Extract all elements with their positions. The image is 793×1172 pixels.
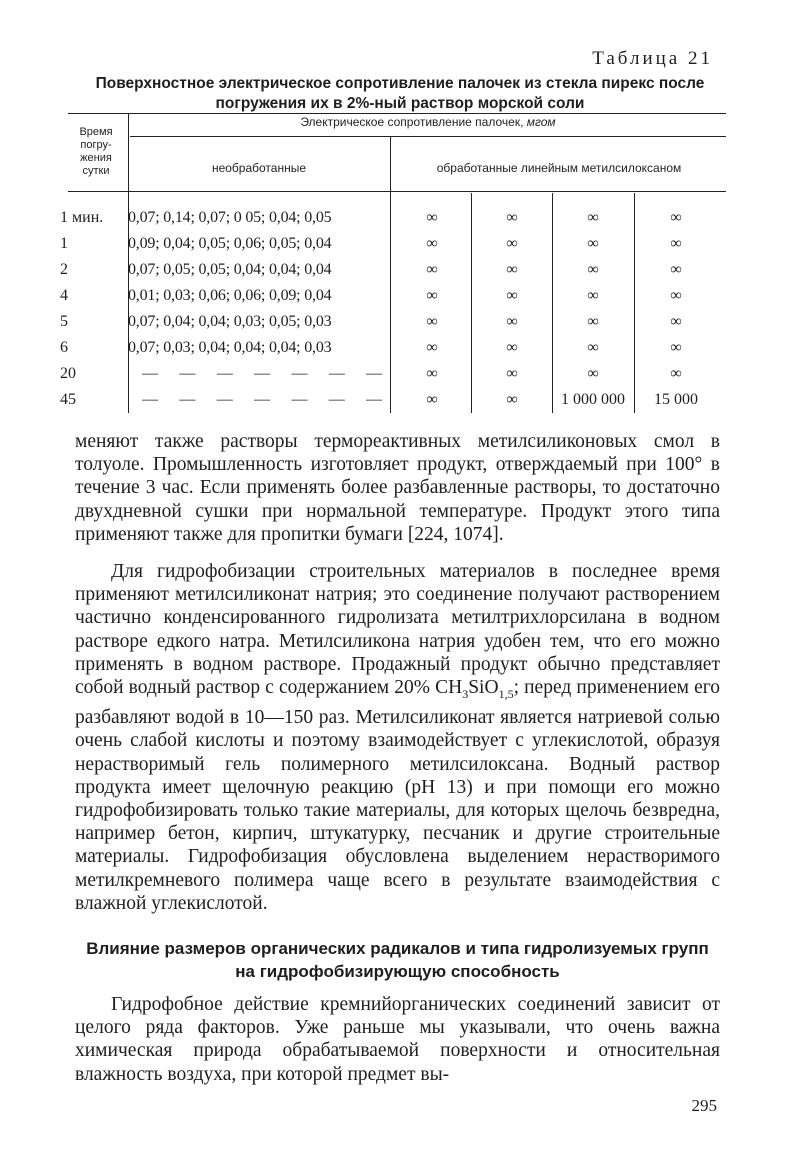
row-treated-4: ∞	[670, 261, 682, 278]
row-treated-3: ∞	[587, 235, 599, 252]
row-treated-1: ∞	[426, 391, 438, 408]
dash-mark: —	[216, 391, 233, 408]
formula-subscript: 3	[462, 686, 469, 701]
row-untreated-values: 0,09; 0,04; 0,05; 0,06; 0,05; 0,04	[128, 235, 332, 252]
row-treated-4: ∞	[670, 209, 682, 226]
paragraph-text: Для гидрофобизации строительных материалов в последнее время применяют метилсиликонат натрия; это соединение получают растворением частично конденсированного гидролизата метилтрихлорсилана в водном растворе едкого натра. Метилсиликона натрия удобен тем, что его можно применять в водном растворе. Продажный продукт обычно представляет собой водный раствор с содержанием 20% CH	[75, 561, 720, 699]
row-time: 2	[60, 261, 68, 278]
row-time: 20	[60, 365, 76, 382]
row-treated-3: ∞	[587, 339, 599, 356]
row-treated-1: ∞	[426, 287, 438, 304]
header-treated: обработанные линейным метилсилоксаном	[436, 161, 682, 175]
row-time: 5	[60, 313, 68, 330]
dash-mark: —	[291, 391, 308, 408]
row-treated-2: ∞	[506, 235, 518, 252]
dash-mark: —	[142, 365, 158, 382]
paragraph-hydrophobic: Гидрофобное действие кремнийорганических соединений зависит от целого ряда факторов. Уже раньше мы указывали, что очень важна химическая природа обрабатываемой поверхности и относительная влажность воздуха, при которой предмет вы-	[75, 994, 720, 1085]
row-treated-3: ∞	[587, 209, 599, 226]
row-time: 4	[60, 287, 68, 304]
dash-mark: —	[366, 391, 382, 408]
row-treated-1: ∞	[426, 209, 438, 226]
row-treated-2: ∞	[506, 365, 518, 382]
table-col-divider-4	[634, 193, 635, 413]
row-treated-1: ∞	[426, 313, 438, 330]
dash-placeholders	[128, 389, 382, 411]
dash-mark: —	[366, 365, 382, 382]
row-untreated-values: 0,01; 0,03; 0,06; 0,06; 0,09; 0,04	[128, 287, 332, 304]
paragraph-continuation: меняют также растворы термореактивных метилсиликоновых смол в толуоле. Промышленность изготовляет продукт, отверждаемый при 100° в течение 3 час. Если применять более разбавленные растворы, то достаточно двухдневной сушки при нормальной температуре. Продукт этого типа применяют также для пропитки бумаги [224, 1074].	[75, 431, 720, 545]
dash-mark: —	[179, 365, 196, 382]
header-time: Время погру-жения сутки	[79, 126, 113, 177]
dash-mark: —	[254, 391, 270, 408]
page-number: 295	[691, 1096, 717, 1115]
section-heading: Влияние размеров органических радикалов и типа гидролизуемых групп на гидрофобизирующую способность	[86, 939, 709, 981]
header-untreated: необработанные	[211, 161, 307, 175]
header-resistance-label: Электрическое сопротивление палочек,	[300, 115, 524, 129]
header-unit: мгом	[526, 115, 556, 129]
row-treated-4: 15 000	[654, 391, 698, 408]
row-treated-2: ∞	[506, 209, 518, 226]
dash-mark: —	[328, 391, 345, 408]
table-label: Таблица 21	[592, 48, 713, 69]
row-untreated-values: 0,07; 0,03; 0,04; 0,04; 0,04; 0,03	[128, 339, 332, 356]
row-treated-4: ∞	[670, 313, 682, 330]
dash-mark: —	[254, 365, 270, 382]
row-treated-4: ∞	[670, 235, 682, 252]
dash-mark: —	[142, 391, 158, 408]
header-resistance	[130, 115, 726, 129]
row-treated-4: ∞	[670, 365, 682, 382]
row-treated-4: ∞	[670, 287, 682, 304]
row-treated-3: ∞	[587, 287, 599, 304]
dash-mark: —	[291, 365, 308, 382]
row-untreated-values: 0,07; 0,14; 0,07; 0 05; 0,04; 0,05	[128, 209, 332, 226]
row-treated-1: ∞	[426, 365, 438, 382]
table-caption: Поверхностное электрическое сопротивление палочек из стекла пирекс после погружения их в 2%-ный раствор морской соли	[95, 75, 705, 112]
row-time: 1 мин.	[60, 209, 104, 226]
dash-placeholders	[128, 363, 382, 385]
row-treated-2: ∞	[506, 287, 518, 304]
dash-mark: —	[216, 365, 233, 382]
table-top-rule	[68, 113, 726, 114]
formula-part: SiO	[468, 677, 499, 699]
row-treated-2: ∞	[506, 313, 518, 330]
dash-mark: —	[328, 365, 345, 382]
row-treated-1: ∞	[426, 339, 438, 356]
table-header-rule	[130, 136, 726, 137]
table-body-rule	[68, 191, 726, 192]
formula-subscript: 1,5	[498, 686, 514, 701]
row-treated-2: ∞	[506, 391, 518, 408]
row-treated-3: ∞	[587, 313, 599, 330]
table-untreated-divider	[390, 137, 391, 413]
row-treated-3: ∞	[587, 261, 599, 278]
row-untreated-values: 0,07; 0,05; 0,05; 0,04; 0,04; 0,04	[128, 261, 332, 278]
row-untreated-empty	[128, 389, 390, 411]
row-treated-3: 1 000 000	[561, 391, 625, 408]
paragraph-methylsiliconate	[75, 560, 720, 915]
paragraph-text: ; перед применением его разбавляют водой в 10—150 раз. Метилсиликонат является натриевой солью очень слабой кислоты и поэтому взаимодействует с углекислотой, образуя нерастворимый гель полимерного метилсилоксана. Водный раствор продукта имеет щелочную реакцию (pH 13) и при помощи его можно гидрофобизировать только такие материалы, для которых щелочь безвредна, например бетон, кирпич, штукатурку, песчаник и другие строительные материалы. Гидрофобизация обусловлена выделением нерастворимого метилкремневого полимера чаще всего в результате взаимодействия с влажной углекислотой.	[75, 677, 720, 914]
row-treated-4: ∞	[670, 339, 682, 356]
row-treated-2: ∞	[506, 261, 518, 278]
row-time: 45	[60, 391, 76, 408]
row-time: 6	[60, 339, 68, 356]
row-treated-2: ∞	[506, 339, 518, 356]
row-treated-1: ∞	[426, 235, 438, 252]
row-treated-3: ∞	[587, 365, 599, 382]
row-untreated-empty	[128, 363, 390, 385]
row-untreated-values: 0,07; 0,04; 0,04; 0,03; 0,05; 0,03	[128, 313, 332, 330]
row-time: 1	[60, 235, 68, 252]
row-treated-1: ∞	[426, 261, 438, 278]
dash-mark: —	[179, 391, 196, 408]
